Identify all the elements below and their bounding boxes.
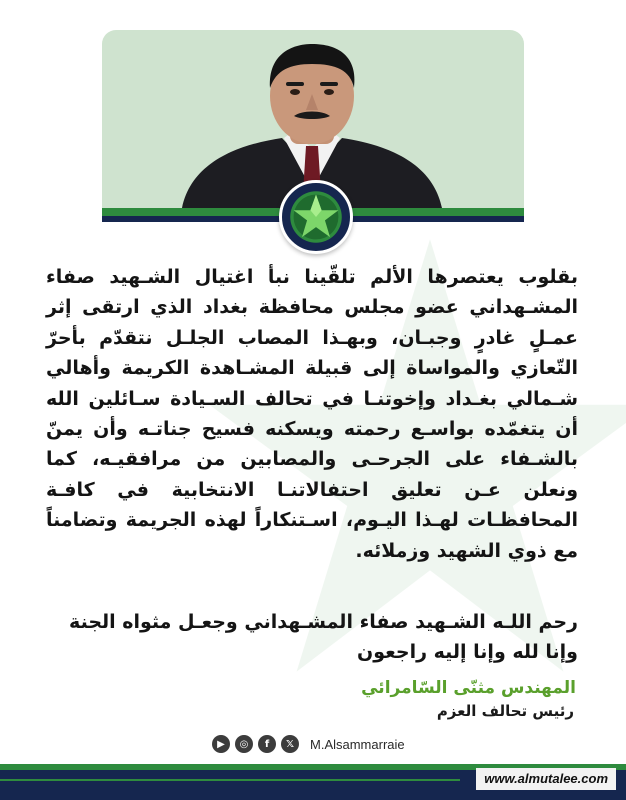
signature-name: المهندس مثنّى السّامرائي: [361, 678, 576, 698]
facebook-icon[interactable]: f: [258, 735, 276, 753]
signature-title: رئيس تحالف العزم: [436, 702, 574, 720]
x-icon[interactable]: 𝕏: [281, 735, 299, 753]
social-handle[interactable]: M.Alsammarraie: [310, 736, 405, 752]
closing-prayer: رحم اللـه الشـهيد صفاء المشـهداني وجعـل مثواه الجنة وإنا لله وإنا إليه راجعون: [69, 611, 578, 664]
site-watermark: www.almutalee.com: [476, 768, 616, 790]
condolence-message: بقلوب يعتصرها الألم تلقّينا نبأ اغتيال الشـهيد صفاء المشـهداني عضو مجلس محافظة بغداد الذي ارتقى إثر عمـلٍ غادرٍ وجبـان، وبهـذا المصاب الجلـل نتقدّم بأحرّ التّعازي والمواساة إلى قبيلة المشـاهدة الكريمة وأهالي شـمالي بغـداد وإخوتنـا في تحالف السـيادة سـائلين الله أن يتغمّده بواسـع رحمته ويسكنه فسيح جناتـه وأن يمنّ بالشـفاء على الجرحـى والمصابين من مرافقيـه، كما ونعلن عـن تعليق احتفالاتنـا الانتخابية في كافـة المحافظـات لهـذا اليـوم، اسـتنكاراً لهذه الجريمة وتضامناً مع ذوي الشهيد وزملائه.: [46, 266, 578, 562]
social-bar: [212, 733, 405, 755]
star-icon: [288, 189, 344, 245]
footer-accent-line: [0, 779, 460, 781]
instagram-icon[interactable]: ◎: [235, 735, 253, 753]
emblem-badge: [279, 180, 353, 254]
youtube-icon[interactable]: ▶: [212, 735, 230, 753]
